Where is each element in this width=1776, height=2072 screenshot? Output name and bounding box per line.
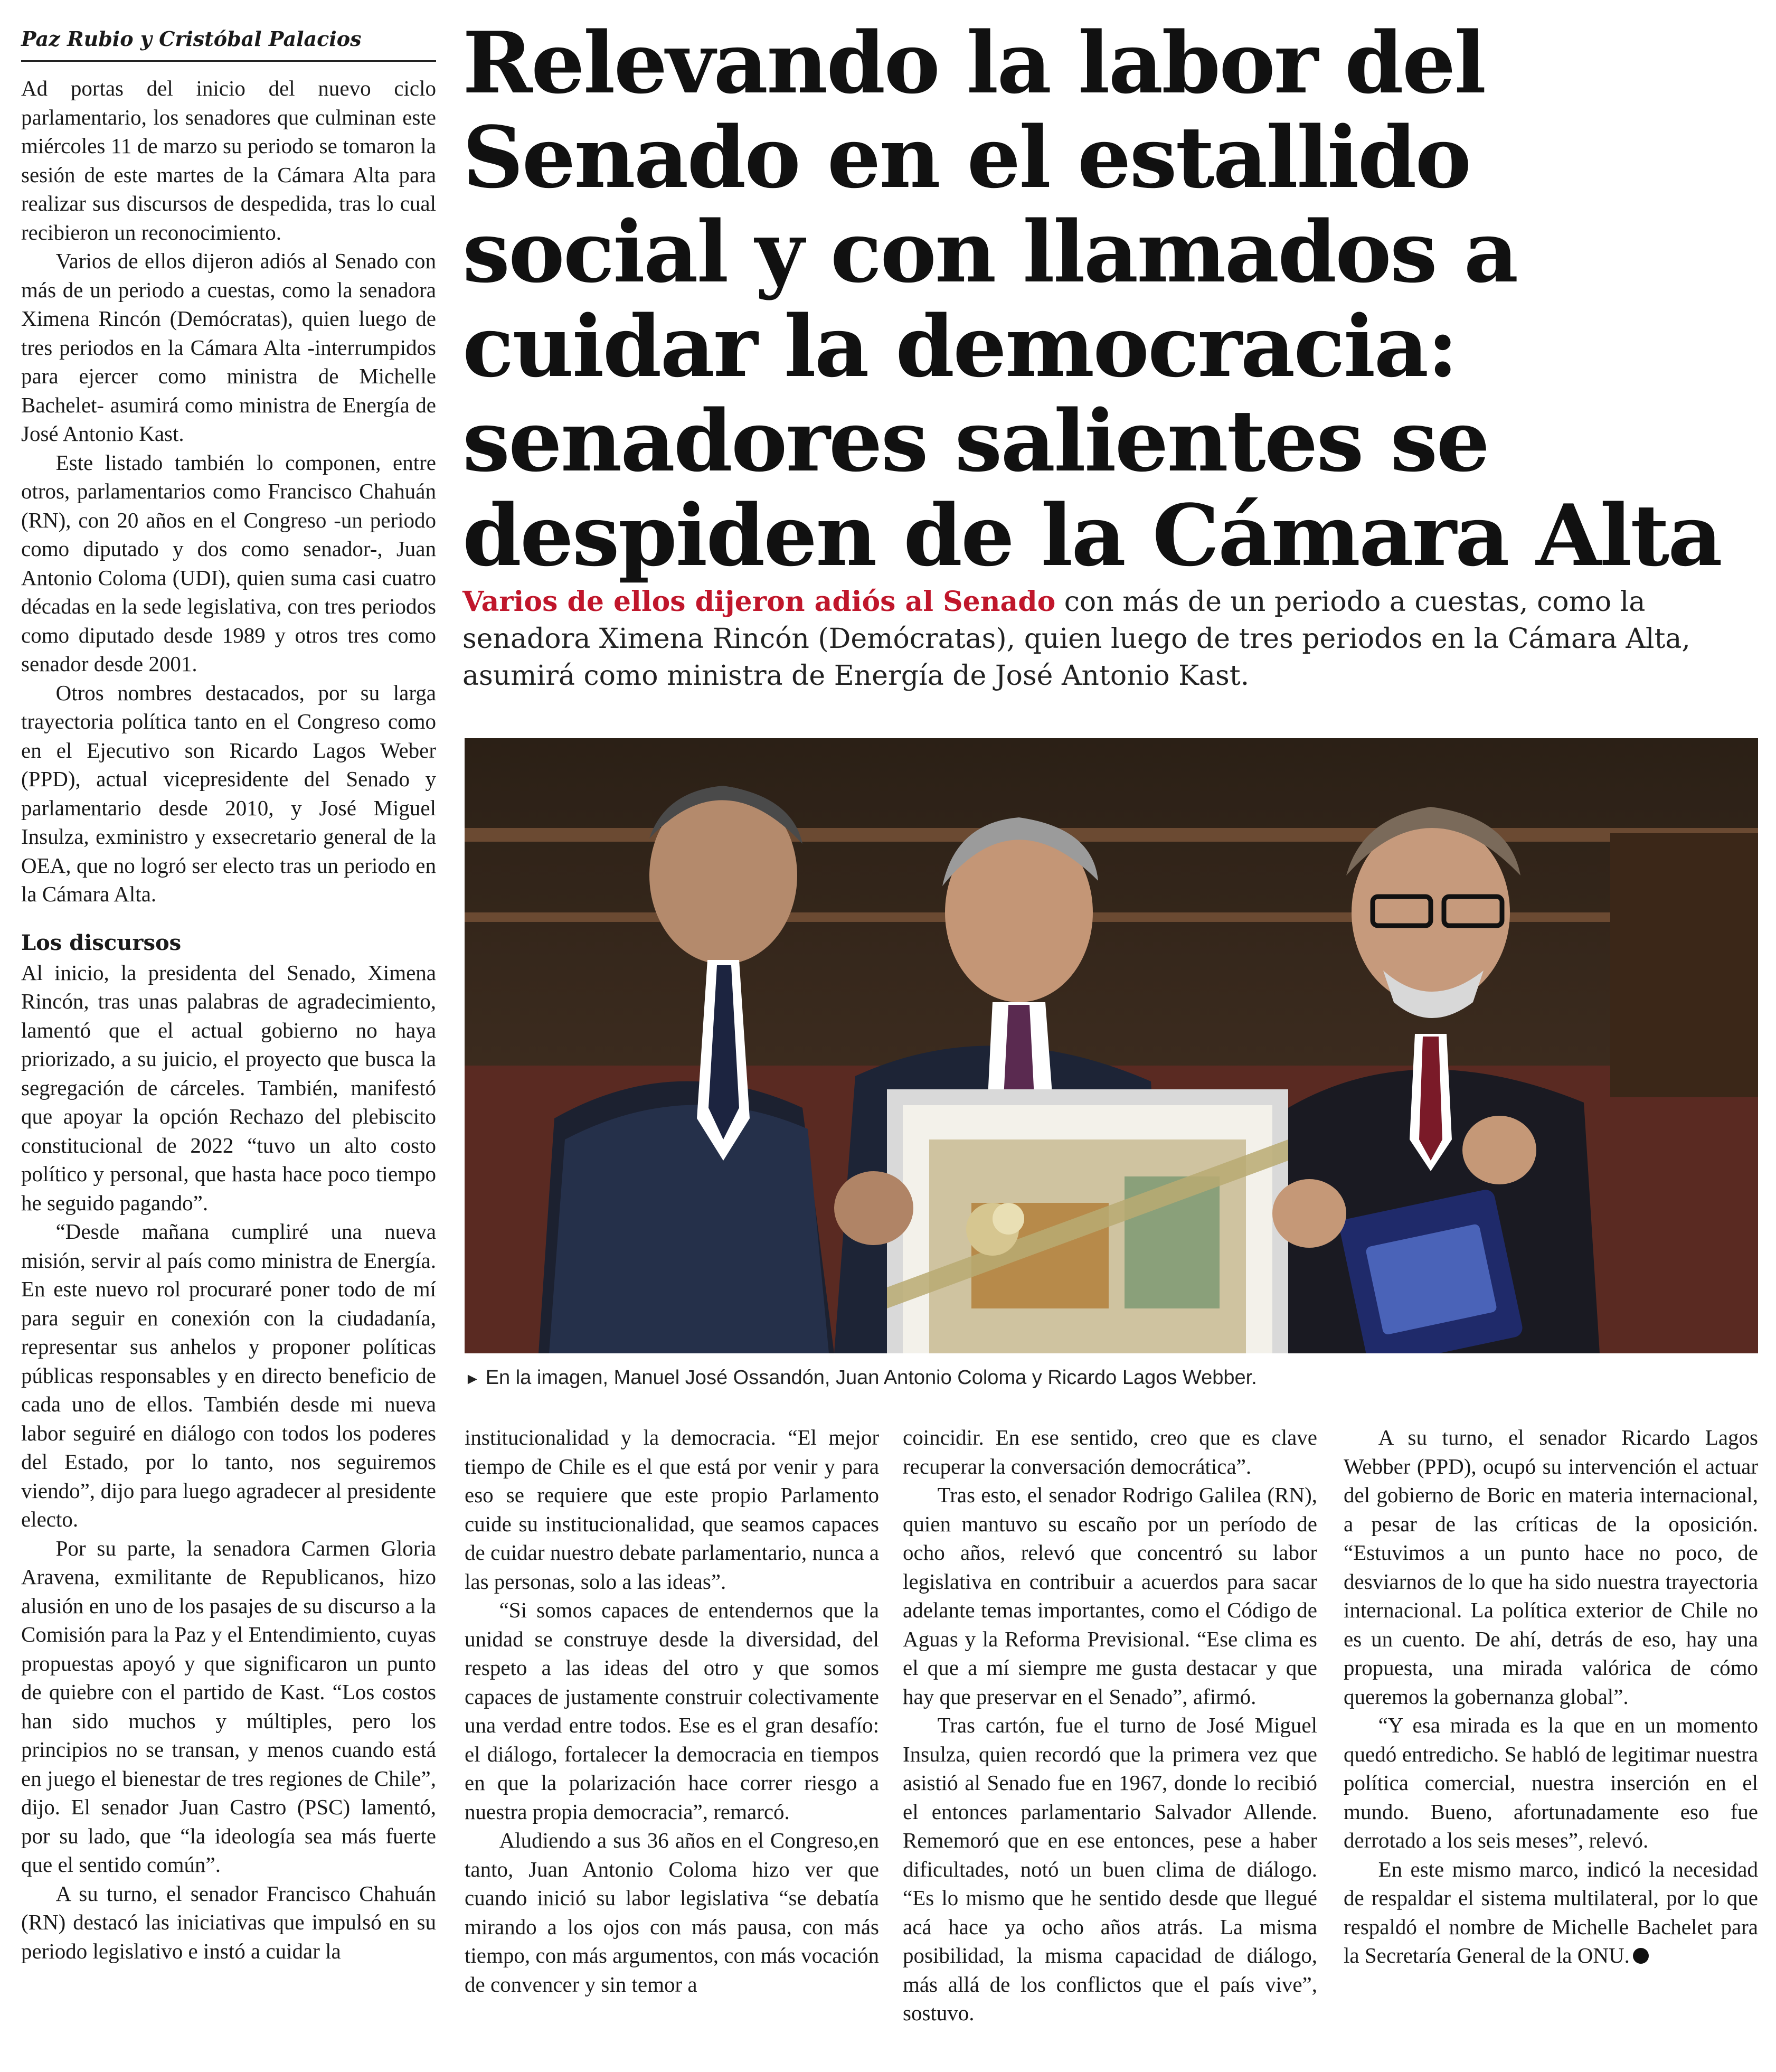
caption-text: En la imagen, Manuel José Ossandón, Juan Antonio Coloma y Ricardo Lagos Webber. [485, 1367, 1257, 1389]
dek [462, 583, 1751, 694]
paragraph: Tras cartón, fue el turno de José Miguel Insulza, quien recordó que la primera vez que asistió al Senado fue en 1967, donde lo recibió el entonces parlamentario Salvador Allende. Rememoró que en ese entonces, pese a haber dificultades, notó un buen clima de diálogo. “Es lo mismo que he sentido desde que llegué acá hace ya ocho años atrás. La misma posibilidad, la misma capacidad de diálogo, más allá de los conflictos que el país vive”, sostuvo. [903, 1713, 1317, 2025]
dek-lead: Varios de ellos dijeron adiós al Senado [462, 586, 1056, 618]
paragraph-text: En este mismo marco, indicó la necesidad de respaldar el sistema multilateral, por lo que respaldó el nombre de Michelle Bachelet para la Secretaría General de la ONU. [1344, 1857, 1758, 1967]
end-mark-icon [1633, 1948, 1649, 1964]
subheading: Los discursos [21, 930, 182, 955]
paragraph: Por su parte, la senadora Carmen Gloria Aravena, exmilitante de Republicanos, hizo alusión en uno de los pasajes de su discurso a la Comisión para la Paz y el Entendimiento, cuyas propuestas apoyó y que significaron un punto de quiebre con el partido de Kast. “Los costos han sido muchos y múltiples, pero los principios no se transan, y menos cuando está en juego el bienestar de tres regiones de Chile”, dijo. El senador Juan Castro (PSC) lamentó, por su lado, que “la ideología sea más fuerte que el sentido común”. [21, 1536, 436, 1877]
photo-illustration [465, 738, 1758, 1353]
framed-picture [887, 1089, 1288, 1353]
paragraph: A su turno, el senador Ricardo Lagos Webber (PPD), ocupó su intervención el actuar del gobierno de Boric en materia internacional, a pesar de las críticas de la oposición. “Estuvimos a un punto hace no poco, de desviarnos de lo que ha sido nuestra trayectoria internacional. La política exterior de Chile no es un cuento. De ahí, detrás de eso, hay una propuesta, una mirada valórica de cómo queremos la gobernanza global”. [1344, 1425, 1758, 1709]
paragraph: coincidir. En ese sentido, creo que es clave recuperar la conversación democrática”. [903, 1425, 1317, 1478]
byline: Paz Rubio y Cristóbal Palacios [21, 23, 436, 62]
caption-arrow-icon: ► [465, 1370, 480, 1388]
paragraph [1344, 1855, 1758, 1970]
paragraph: Tras esto, el senador Rodrigo Galilea (RN), quien mantuvo su escaño por un período de ocho años, relevó que concentró su labor legislativa en contribuir a acuerdos para sacar adelante temas importantes, como el Código de Aguas y la Reforma Previsional. “Ese clima es el que a mí siempre me gusta destacar y que hay que preservar en el Senado”, afirmó. [903, 1483, 1317, 1709]
article-photo [465, 738, 1758, 1353]
body-column-1 [21, 74, 436, 1965]
headline: Relevando la labor del Senado en el estallido social y con llamados a cuidar la democracia: senadores salientes se despiden de la Cámara Alta [462, 13, 1721, 585]
dek-text: con más de un periodo a cuestas, como la senadora Ximena Rincón (Demócratas), quien luego de tres periodos en la Cámara Alta, asumirá como ministra de Energía de José Antonio Kast. [462, 586, 1690, 692]
paragraph: Ad portas del inicio del nuevo ciclo parlamentario, los senadores que culminan este miércoles 11 de marzo su periodo se tomaron la sesión de este martes de la Cámara Alta para realizar sus discursos de despedida, tras lo cual recibieron un reconocimiento. [21, 76, 436, 244]
paragraph: A su turno, el senador Francisco Chahuán (RN) destacó las iniciativas que impulsó en su periodo legislativo e instó a cuidar la [21, 1881, 436, 1963]
paragraph: Aludiendo a sus 36 años en el Congreso,en tanto, Juan Antonio Coloma hizo ver que cuando inició su labor legislativa “se debatía mirando a los ojos con más pausa, con más tiempo, con más argumentos, con más vocación de convencer y sin temor a [465, 1828, 879, 1996]
body-column-4 [1344, 1423, 1758, 1970]
paragraph: “Y esa mirada es la que en un momento quedó entredicho. Se habló de legitimar nuestra política comercial, nuestra inserción en el mundo. Bueno, afortunadamente eso fue derrotado a los seis meses”, relevó. [1344, 1713, 1758, 1852]
paragraph: “Desde mañana cumpliré una nueva misión, servir al país como ministra de Energía. En este nuevo rol procuraré poner todo de mí para seguir en conexión con la ciudadanía, representar sus anhelos y proponer políticas públicas responsables y en directo beneficio de cada uno de ellos. También desde mi nueva labor seguiré en diálogo con todos los poderes del Estado, por lo tanto, nos seguiremos viendo”, dijo para luego agradecer al presidente electo. [21, 1219, 436, 1531]
body-column-3 [903, 1423, 1317, 2028]
paragraph: “Si somos capaces de entendernos que la unidad se construye desde la diversidad, del respeto a las ideas del otro y que somos capaces de justamente construir colectivamente una verdad entre todos. Ese es el gran desafío: el diálogo, fortalecer la democracia en tiempos en que la polarización hace correr riesgo a nuestra propia democracia”, remarcó. [465, 1598, 879, 1824]
paragraph: Varios de ellos dijeron adiós al Senado con más de un periodo a cuestas, como la senadora Ximena Rincón (Demócratas), quien luego de tres periodos en la Cámara Alta -interrumpidos para ejercer como ministra de Michelle Bachelet- asumirá como ministra de Energía de José Antonio Kast. [21, 249, 436, 446]
paragraph: Este listado también lo componen, entre otros, parlamentarios como Francisco Chahuán (RN), con 20 años en el Congreso -un periodo como diputado y dos como senador-, Juan Antonio Coloma (UDI), quien suma casi cuatro décadas en la sede legislativa, con tres periodos como diputado desde 1989 y otros tres como senador desde 2001. [21, 450, 436, 676]
photo-caption [465, 1363, 1758, 1393]
paragraph: institucionalidad y la democracia. “El mejor tiempo de Chile es el que está por venir y para eso se requiere que este propio Parlamento cuide su institucionalidad, que seamos capaces de cuidar nuestro debate parlamentario, nunca a las personas, solo a las ideas”. [465, 1425, 879, 1594]
paragraph: Otros nombres destacados, por su larga trayectoria política tanto en el Congreso como en el Ejecutivo son Ricardo Lagos Weber (PPD), actual vicepresidente del Senado y parlamentario desde 2010, y José Miguel Insulza, exministro y exsecretario general de la OEA, que no logró ser electo tras un periodo en la Cámara Alta. [21, 680, 436, 906]
paragraph: Al inicio, la presidenta del Senado, Ximena Rincón, tras unas palabras de agradecimiento, lamentó que el actual gobierno no haya priorizado, a su juicio, el proyecto que busca la segregación de cárceles. También, manifestó que apoyar la opción Rechazo del plebiscito constitucional de 2022 “tuvo un alto costo político y personal, que hasta hace poco tiempo he seguido pagando”. [21, 960, 436, 1215]
body-column-2 [465, 1423, 879, 1999]
